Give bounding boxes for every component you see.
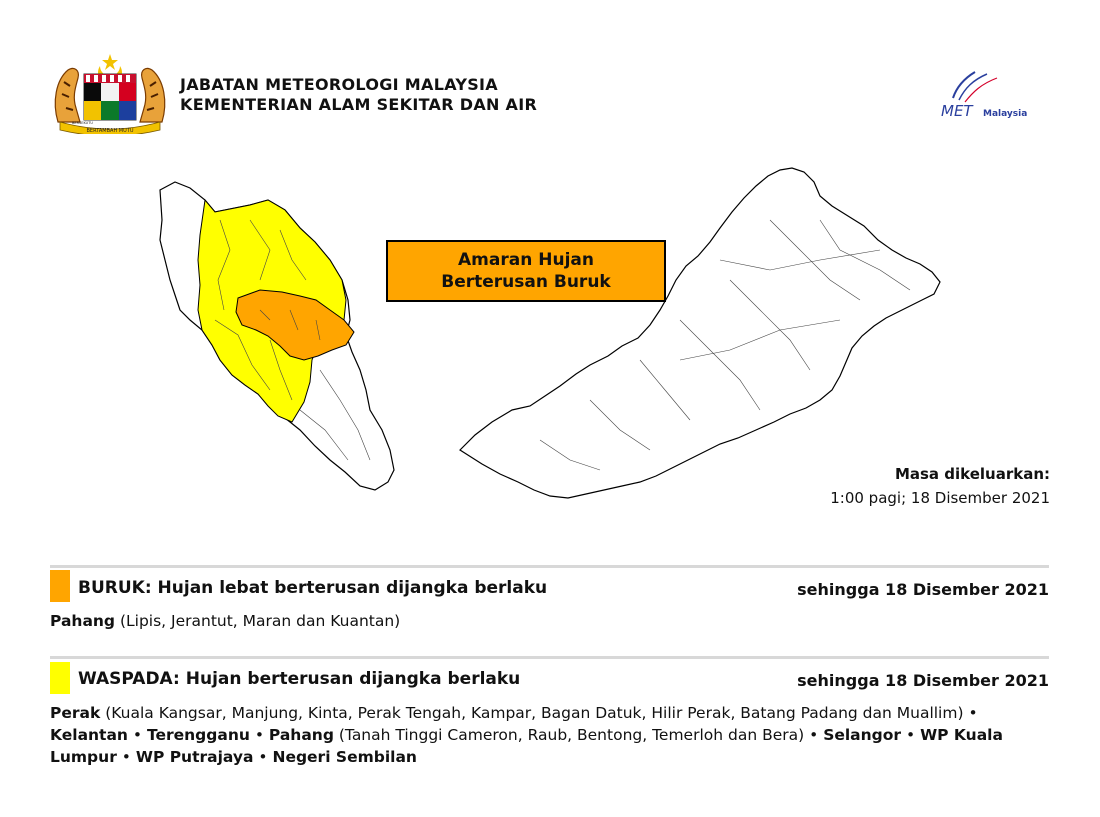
section-divider: [50, 565, 1049, 568]
alert-color-swatch: [50, 662, 70, 694]
warning-type-box: [386, 240, 666, 302]
pahang-districts: (Tanah Tinggi Cameron, Raub, Bentong, Temerloh dan Bera): [333, 726, 805, 744]
bullet-separator: •: [116, 748, 136, 766]
warning-title-line1: Amaran Hujan: [458, 250, 594, 270]
perak-districts: (Kuala Kangsar, Manjung, Kinta, Perak Tengah, Kampar, Bagan Datuk, Hilir Perak, Batang Padang dan Muallim): [100, 704, 964, 722]
state-kelantan: Kelantan: [50, 726, 128, 744]
bullet-separator: •: [963, 704, 978, 722]
east-malaysia: [460, 168, 940, 498]
ministry-name: KEMENTERIAN ALAM SEKITAR DAN AIR: [180, 95, 538, 114]
state-selangor: Selangor: [823, 726, 902, 744]
bullet-separator: •: [804, 726, 824, 744]
bullet-separator: •: [901, 726, 921, 744]
waspada-affected-areas: [50, 702, 1050, 768]
issued-value: 1:00 pagi; 18 Disember 2021: [830, 489, 1050, 507]
section-divider: [50, 656, 1049, 659]
met-malaysia-logo: [935, 68, 1050, 120]
buruk-section-title: BURUK: Hujan lebat berterusan dijangka berlaku: [78, 578, 548, 598]
state-pahang: Pahang: [268, 726, 334, 744]
state-negeri-sembilan: Negeri Sembilan: [272, 748, 417, 766]
met-logo-text: MET: [941, 102, 973, 120]
malaysia-logo-text: Malaysia: [983, 109, 1028, 119]
buruk-districts: (Lipis, Jerantut, Maran dan Kuantan): [115, 612, 401, 630]
national-crest-logo: [50, 52, 170, 134]
buruk-state: Pahang: [50, 612, 116, 630]
waspada-section-title: WASPADA: Hujan berterusan dijangka berlaku: [78, 669, 521, 689]
state-wp-kuala-lumpur: WP Kuala Lumpur: [50, 726, 1003, 766]
state-perak: Perak: [50, 704, 101, 722]
issued-time: [830, 462, 1050, 510]
crest-motto-text: BERTAMBAH MUTU: [86, 128, 134, 134]
bullet-separator: •: [249, 726, 269, 744]
crest-caption-text: BERSEKUTU: [72, 121, 93, 125]
buruk-affected-areas: [50, 610, 1050, 632]
bullet-separator: •: [253, 748, 273, 766]
warning-title-line2: Berterusan Buruk: [441, 272, 611, 292]
severe-color-swatch: [50, 570, 70, 602]
issued-label: Masa dikeluarkan:: [894, 465, 1050, 483]
organization-name: JABATAN METEOROLOGI MALAYSIA: [180, 75, 498, 94]
bullet-separator: •: [127, 726, 147, 744]
buruk-valid-until: sehingga 18 Disember 2021: [797, 580, 1049, 599]
state-wp-putrajaya: WP Putrajaya: [135, 748, 254, 766]
waspada-valid-until: sehingga 18 Disember 2021: [797, 671, 1049, 690]
state-terengganu: Terengganu: [146, 726, 250, 744]
